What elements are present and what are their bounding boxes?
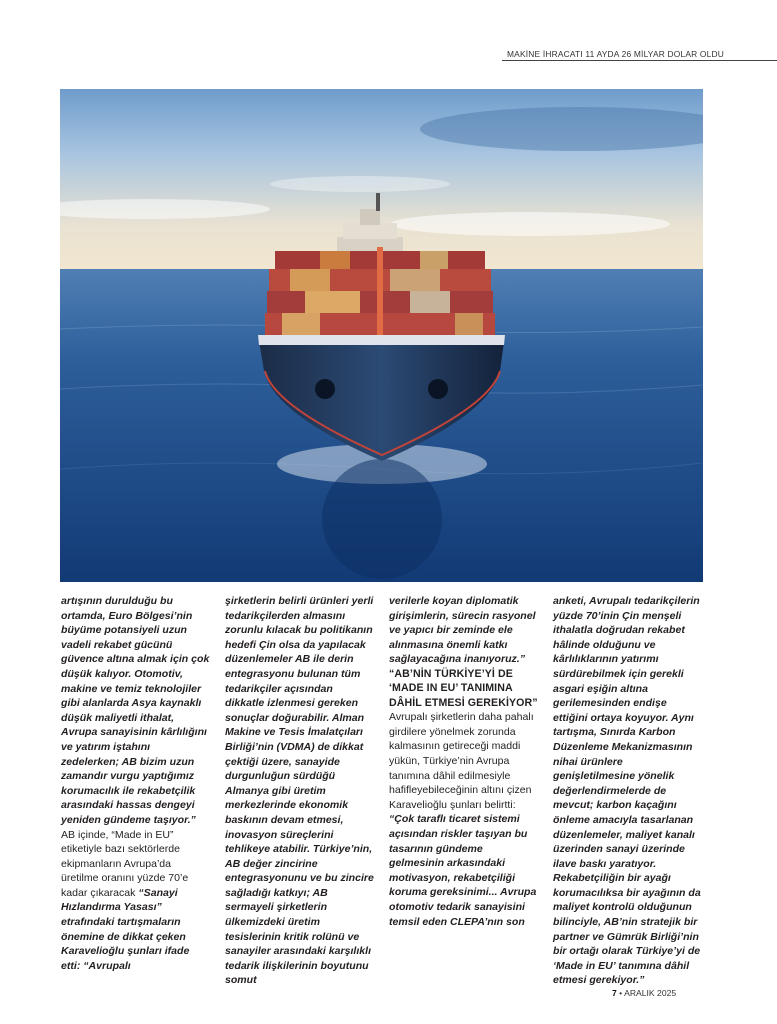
column-3-text-quote: “Çok taraflı ticaret sistemi açısından riskler taşıyan bu tasarının gündeme gelmesinin arkasındaki motivasyon, rekabetçiliği koruma gereksinimi... Avrupa otomotiv tedarik sanayisini temsil eden CLEPA’nın son [389,813,537,928]
section-subhead: “AB’NİN TÜRKİYE’Yİ DE ‘MADE IN EU’ TANIMINA DÂHİL ETMESİ GEREKİYOR” [389,667,538,709]
column-1-text-quote: “Sanayi Hızlandırma Yasası” etrafındaki tartışmaların önemine de dikkat çeken Karavelioğlu şunları ifade etti: “Avrupalı [61,886,190,972]
footer-separator: • [616,988,625,998]
column-1-text-body: AB içinde, “Made in EU” etiketiyle bazı sektörlerde ekipmanların Avrupa’da üretilme oranını yüzde 70’e kadar çıkaracak [61,828,189,899]
cover-photo [60,89,703,582]
running-head-rule [502,60,777,61]
container-ship-illustration [60,89,703,582]
article-column-2 [225,594,375,988]
article-column-3 [389,594,539,929]
column-2-text: şirketlerin belirli ürünleri yerli tedarikçilerden almasını zorunlu kılacak bu politikanın hedefi Çin olsa da yapılacak düzenlemeler AB ile derin entegrasyonu bulunan tüm tedarikçiler açısından dikkatle izlenmesi gereken sonuçlar doğurabilir. Alman Makine ve Tesis İmalatçıları Birliği’nin (VDMA) de dikkat çektiği üzere, sanayide durgunluğun sürdüğü Almanya gibi üretim merkezlerinde ekonomik baskının devam etmesi, inovasyon süreçlerini tehlikeye atabilir. Türkiye’nin, AB değer zincirine entegrasyonunu ve bu zincire sağladığı katkıyı; AB sermayeli şirketlerin ülkemizdeki üretim tesislerinin kritik rolünü ve sanayiler arasındaki karşılıklı tedarik ilişkilerinin boyutunu somut [225,595,374,987]
running-head: MAKİNE İHRACATI 11 AYDA 26 MİLYAR DOLAR OLDU [507,49,724,59]
page-footer [612,988,676,998]
column-3-text-body: Avrupalı şirketlerin daha pahalı girdilere yönelmek zorunda kalmasının getireceği maddi yükün, Türkiye’nin Avrupa tanımına dâhil edilmesiyle hafifleyebileceğinin altını çizen Karavelioğlu şunları belirtti: [389,711,534,811]
column-1-text-lead: artışının durulduğu bu ortamda, Euro Bölgesi’nin büyüme potansiyeli uzun vadeli rekabet gücünü güvence altına almak için çok düşük kalıyor. Otomotiv, makine ve temiz teknolojiler gibi alanlarda Asya kaynaklı düşük maliyetli ithalat, Avrupa sanayisinin kârlılığını ve yatırım iştahını zedelerken; AB bizim uzun zamandır vurgu yaptığımız korumacılık ile rekabetçilik arasındaki hassas dengeyi yeniden gündeme taşıyor.” [61,595,210,826]
column-3-text-lead: verilerle koyan diplomatik girişimlerin, sürecin rasyonel ve yapıcı bir zeminde ele alınmasına önemli katkı sağlayacağına inanıyoruz.” [389,595,536,666]
issue-date: ARALIK 2025 [624,988,677,998]
column-4-text: anketi, Avrupalı tedarikçilerin yüzde 70’inin Çin menşeli ithalatla doğrudan rekabet hâlinde olduğunu ve kârlılıklarının yatırımı sürdürebilmek için gerekli asgari eşiğin altına gerilemesinden endişe ettiğini ortaya koyuyor. Aynı tartışma, Sınırda Karbon Düzenleme Mekanizmasının nihai ürünlere genişletilmesine yönelik değerlendirmelerde de mevcut; karbon kaçağını önleme amacıyla tasarlanan düzenlemeler, maliyet kanalı üzerinden sanayi üzerinde ilave baskı yaratıyor. Rekabetçiliğin bir ayağı korumacılıksa bir ayağının da maliyet kontrolü olduğunun bilinciyle, AB’nin stratejik bir partner ve Gümrük Birliği’nin bir ortağı olarak Türkiye’yi de ‘Made in EU’ tanımına dâhil etmesi gerekiyor.” [553,595,701,987]
page-number: 7 [612,988,617,998]
article-column-4 [553,594,703,988]
article-column-1 [61,594,211,973]
